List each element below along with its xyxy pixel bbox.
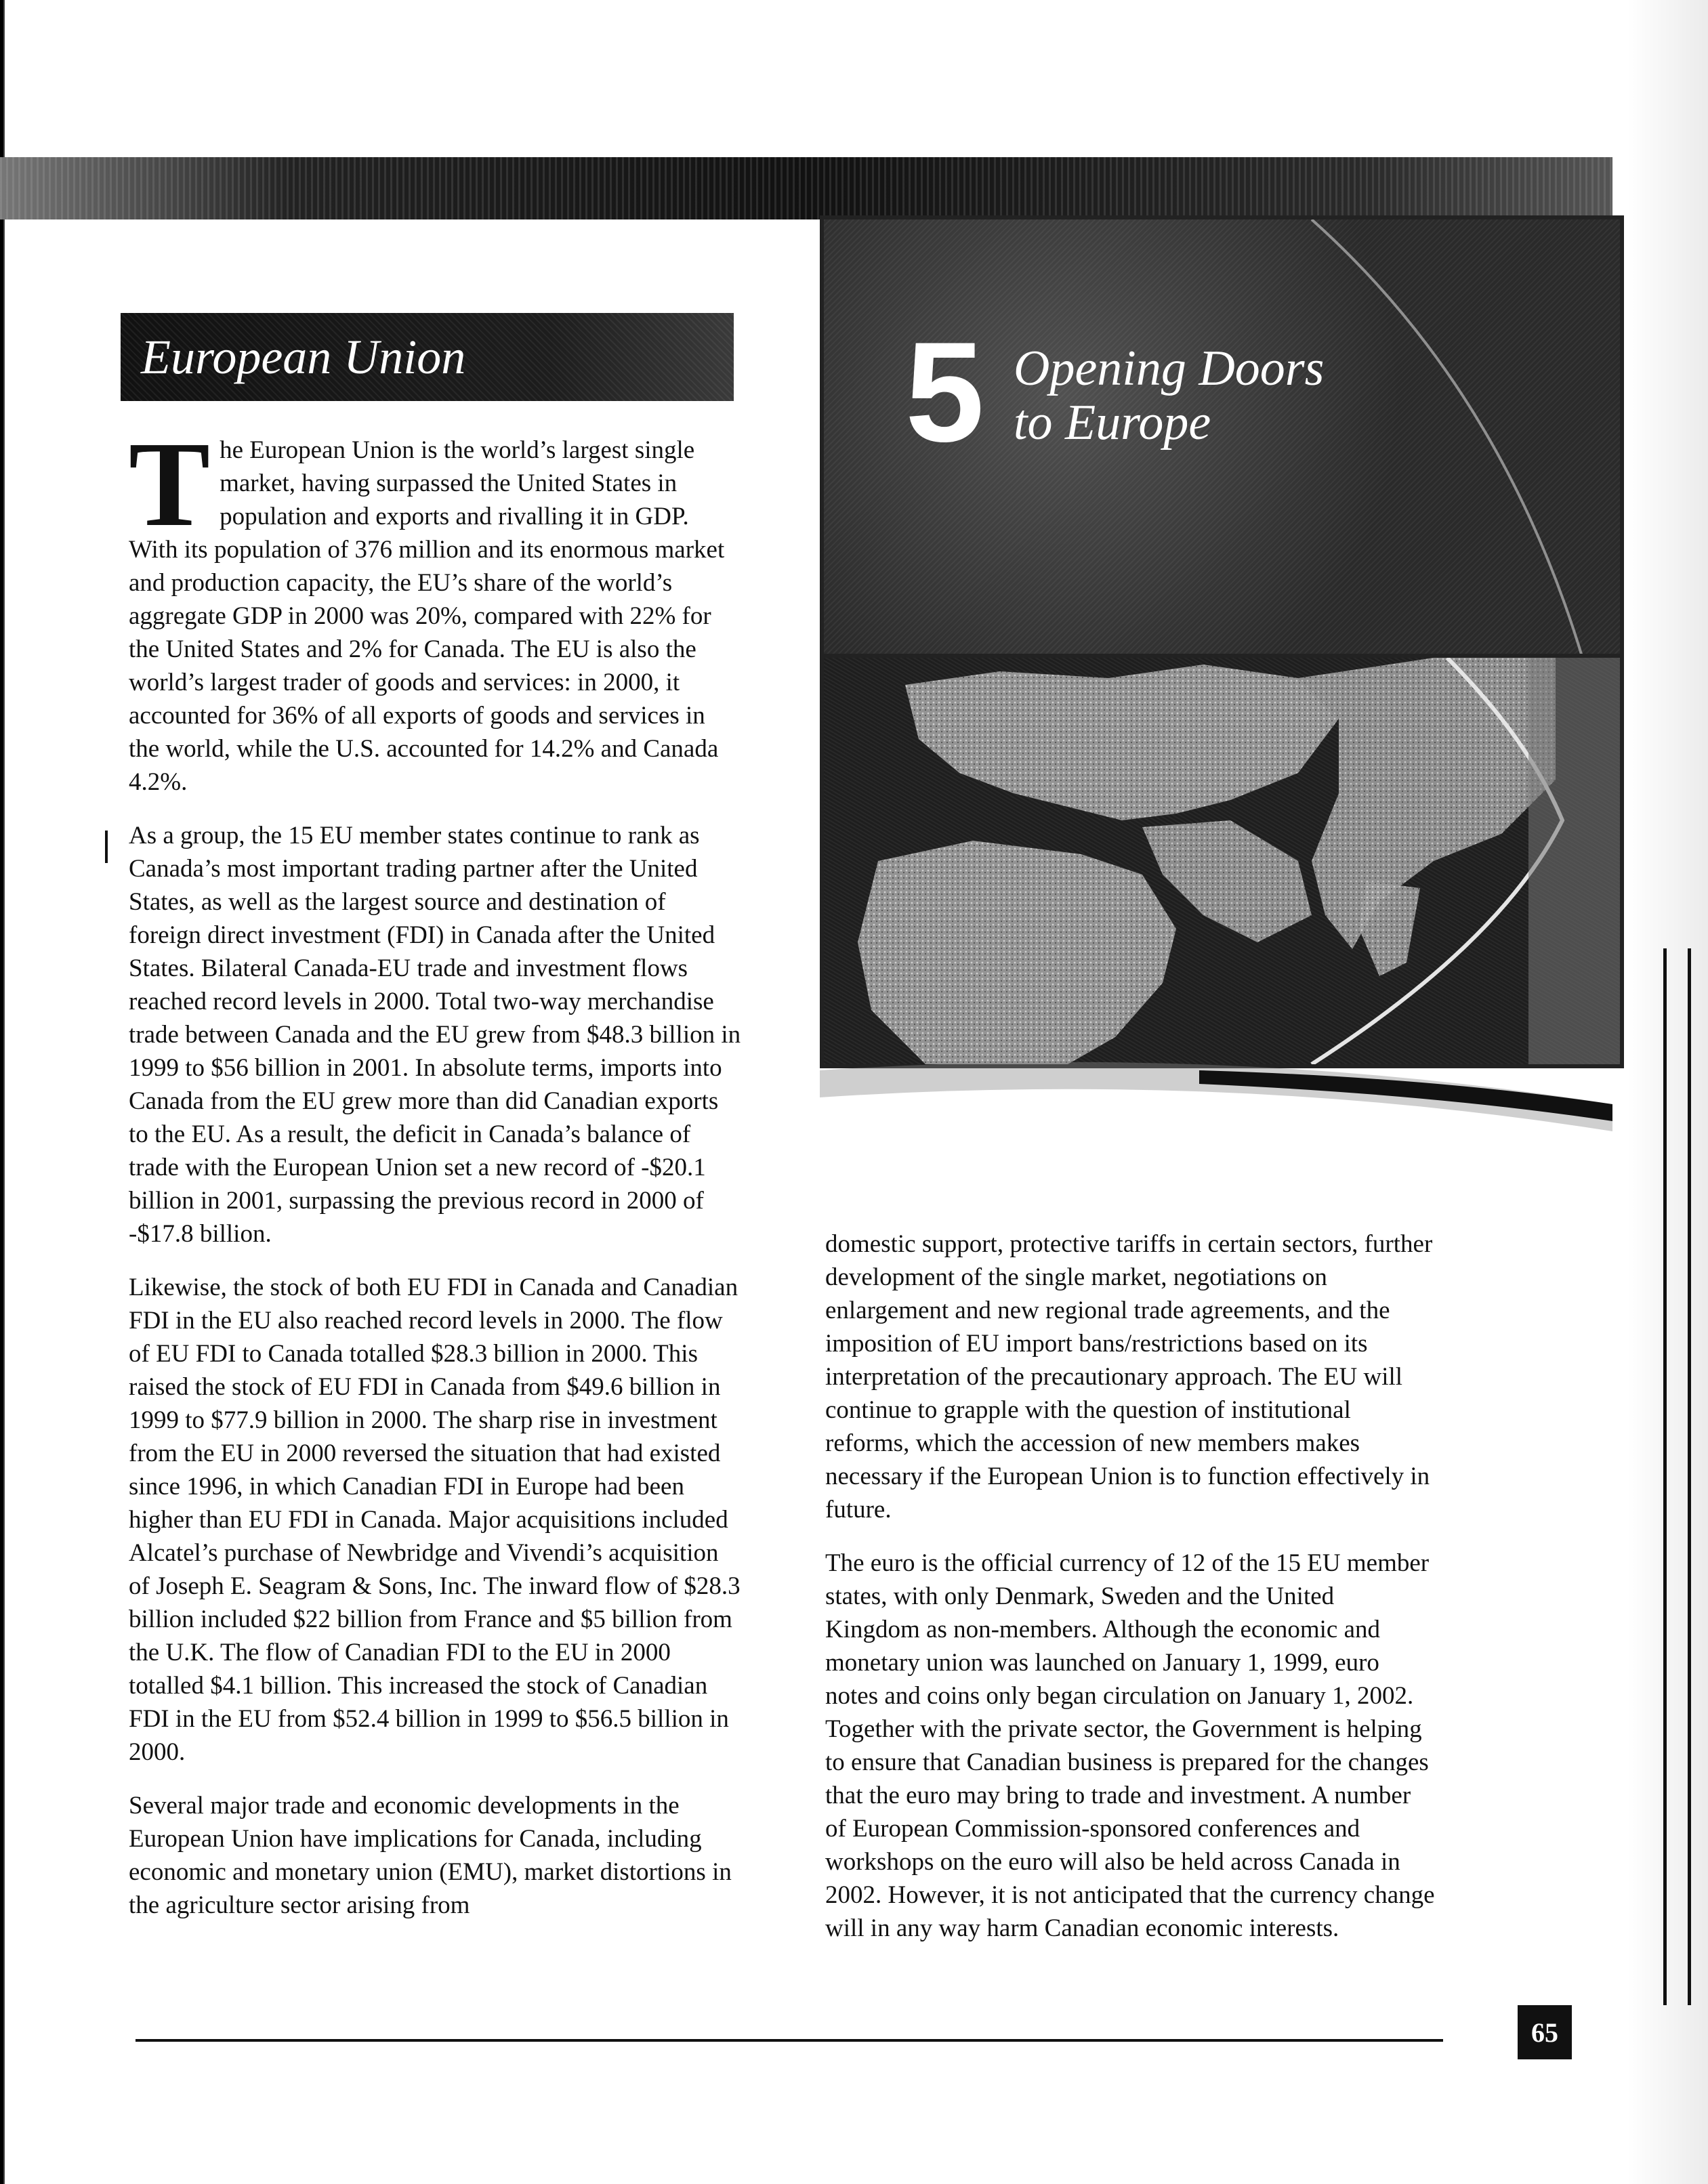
- chapter-number: 5: [905, 312, 984, 471]
- drop-cap: T: [129, 417, 211, 551]
- change-bar: [105, 831, 108, 863]
- chapter-title-line2: to Europe: [1014, 395, 1211, 450]
- chapter-title: [1014, 341, 1324, 450]
- map-landmasses: [824, 658, 1620, 1064]
- paragraph: domestic support, protective tariffs in certain sectors, further development of the single market, negotiations on enlargement and new regional trade agreements, and the imposition of EU import bans/restrictions based on its interpretation of the precautionary approach. The EU will continue to grapple with the question of institutional reforms, which the accession of new members makes necessary if the European Union is to function effectively in future.: [825, 1230, 1433, 1524]
- chapter-title-line1: Opening Doors: [1014, 341, 1325, 396]
- panel-curved-shadow: [820, 1057, 1626, 1138]
- paragraph-text: he European Union is the world’s largest single market, having surpassed the United States in population and exports and rivalling it in GDP. With its population of 376 million and its enormous market and production capacity, the EU’s share of the world’s aggregate GDP in 2000 was 20%, compared with 22% for the United States and 2% for Canada. The EU is also the world’s largest trader of goods and services: in 2000, it accounted for 36% of all exports of goods and services in the world, while the U.S. accounted for 14.2% and Canada 4.2%.: [129, 436, 725, 796]
- right-column: [825, 1227, 1435, 1965]
- section-title: European Union: [141, 329, 466, 384]
- header-band: [0, 157, 1612, 219]
- europe-map-image: [820, 654, 1624, 1068]
- left-column: [129, 417, 742, 1942]
- page-number: 65: [1518, 2005, 1572, 2059]
- scan-right-stripes: [1654, 948, 1708, 2005]
- paragraph: [129, 417, 742, 799]
- footer-rule: [136, 2039, 1443, 2042]
- paragraph: The euro is the official currency of 12 of the 15 EU member states, with only Denmark, Sweden and the United Kingdom as non-members. Although the economic and monetary union was launched on January 1, 1999, euro notes and coins only began circulation on January 1, 2002. Together with the private sector, the Government is helping to ensure that Canadian business is prepared for the changes that the euro may bring to trade and investment. A number of European Commission-sponsored conferences and workshops on the euro will also be held across Canada in 2002. However, it is not anticipated that the currency change will in any way harm Canadian economic interests.: [825, 1549, 1435, 1942]
- section-heading-box: [121, 313, 734, 401]
- paragraph: Several major trade and economic developments in the European Union have implications for Canada, including economic and monetary union (EMU), market distortions in the agriculture sector arising from: [129, 1792, 732, 1919]
- paragraph: As a group, the 15 EU member states continue to rank as Canada’s most important trading partner after the United States, as well as the largest source and destination of foreign direct investment (FDI) in Canada after the United States. Bilateral Canada-EU trade and investment flows reached record levels in 2000. Total two-way merchandise trade between Canada and the EU grew from $48.3 billion in 1999 to $56 billion in 2001. In absolute terms, imports into Canada from the EU grew more than did Canadian exports to the EU. As a result, the deficit in Canada’s balance of trade with the European Union set a new record of -$20.1 billion in 2001, surpassing the previous record in 2000 of -$17.8 billion.: [129, 822, 741, 1248]
- paragraph: Likewise, the stock of both EU FDI in Canada and Canadian FDI in the EU also reached record levels in 2000. The flow of EU FDI to Canada totalled $28.3 billion in 2000. This raised the stock of EU FDI in Canada from $49.6 billion in 1999 to $77.9 billion in 2000. The sharp rise in investment from the EU in 2000 reversed the situation that had existed since 1996, in which Canadian FDI in Europe had been higher than EU FDI in Canada. Major acquisitions included Alcatel’s purchase of Newbridge and Vivendi’s acquisition of Joseph E. Seagram & Sons, Inc. The inward flow of $28.3 billion included $22 billion from France and $5 billion from the U.K. The flow of Canadian FDI to the EU in 2000 totalled $4.1 billion. This increased the stock of Canadian FDI in the EU from $52.4 billion in 1999 to $56.5 billion in 2000.: [129, 1274, 741, 1766]
- chapter-panel: [820, 215, 1624, 663]
- scan-left-edge: [0, 0, 8, 2184]
